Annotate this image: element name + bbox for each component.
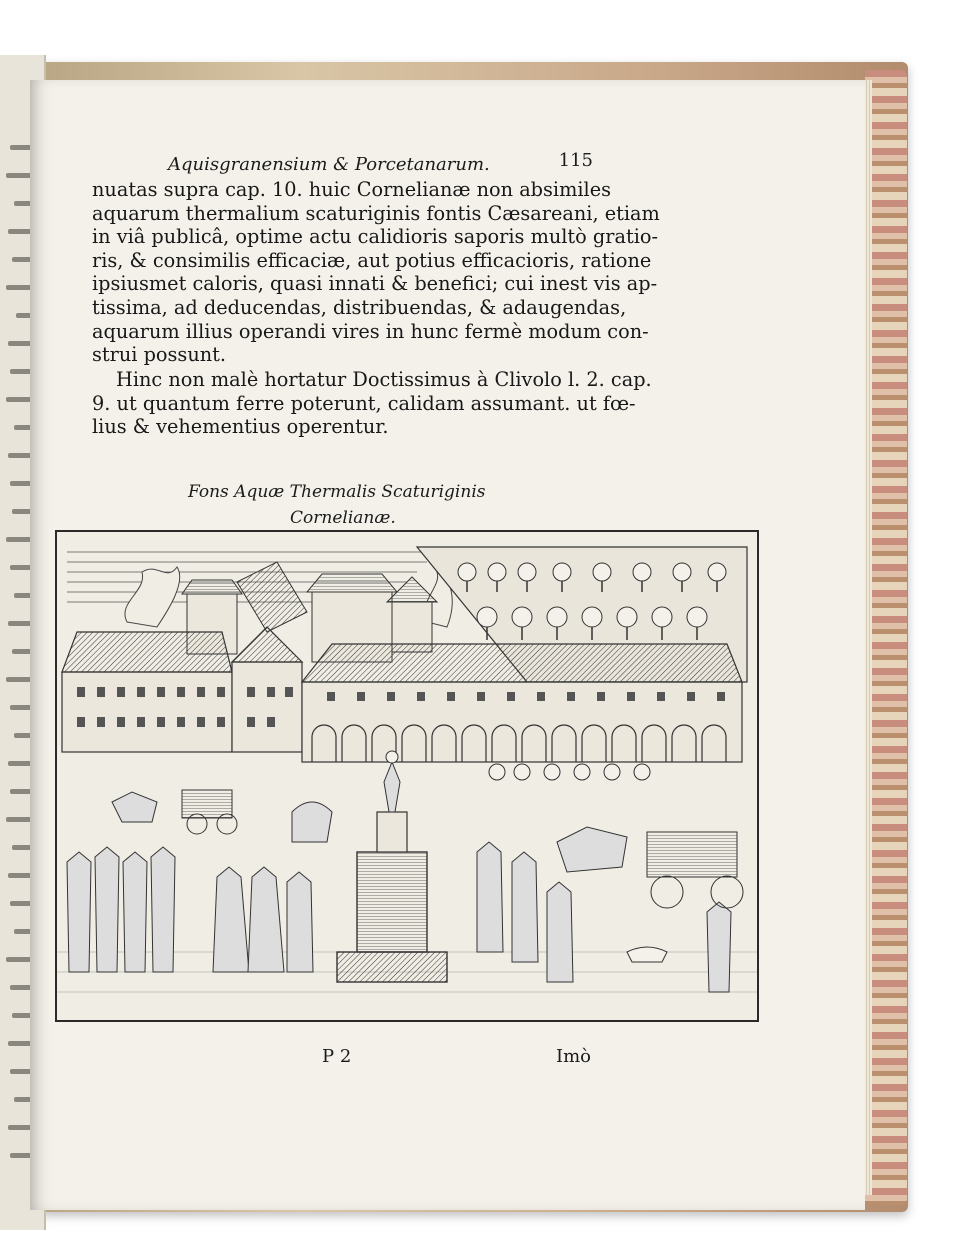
text-line: lius & vehementius operentur.: [92, 415, 389, 439]
text-line: strui possunt.: [92, 343, 227, 367]
engraving-drawing: [57, 532, 757, 1020]
text-line: Hinc non malè hortatur Doctissimus à Clivolo l. 2. cap.: [116, 368, 652, 391]
text-line: nuatas supra cap. 10. huic Cornelianæ non absimiles: [92, 178, 612, 201]
catchword: Imò: [556, 1046, 592, 1067]
running-header: [168, 150, 593, 178]
text-line: in viâ publicâ, optime actu calidioris saporis multò gratio-: [92, 225, 659, 249]
text-line: aquarum thermalium scaturiginis fontis Cæsareani, etiam: [92, 201, 660, 225]
paragraph-1: [92, 178, 660, 367]
text-line: aquarum illius operandi vires in hunc fermè modum con-: [92, 319, 649, 343]
woodcut-illustration: [55, 530, 759, 1022]
text-line: tissima, ad deducendas, distribuendas, & adaugendas,: [92, 295, 627, 319]
signature-mark: P 2: [322, 1046, 352, 1067]
running-title: Aquisgranensium & Porcetanarum.: [168, 154, 490, 175]
text-line: 9. ut quantum ferre poterunt, calidam assumant. ut fœ-: [92, 391, 636, 415]
illustration-caption-line2: Cornelianæ.: [290, 508, 396, 528]
text-line: ipsiusmet caloris, quasi innati & benefici; cui inest vis ap-: [92, 272, 658, 296]
paragraph-2: [92, 368, 652, 439]
illustration-caption-line1: Fons Aquæ Thermalis Scaturiginis: [188, 482, 486, 502]
page-number: 115: [558, 150, 593, 171]
text-line: ris, & consimilis efficaciæ, aut potius efficacioris, ratione: [92, 248, 652, 272]
